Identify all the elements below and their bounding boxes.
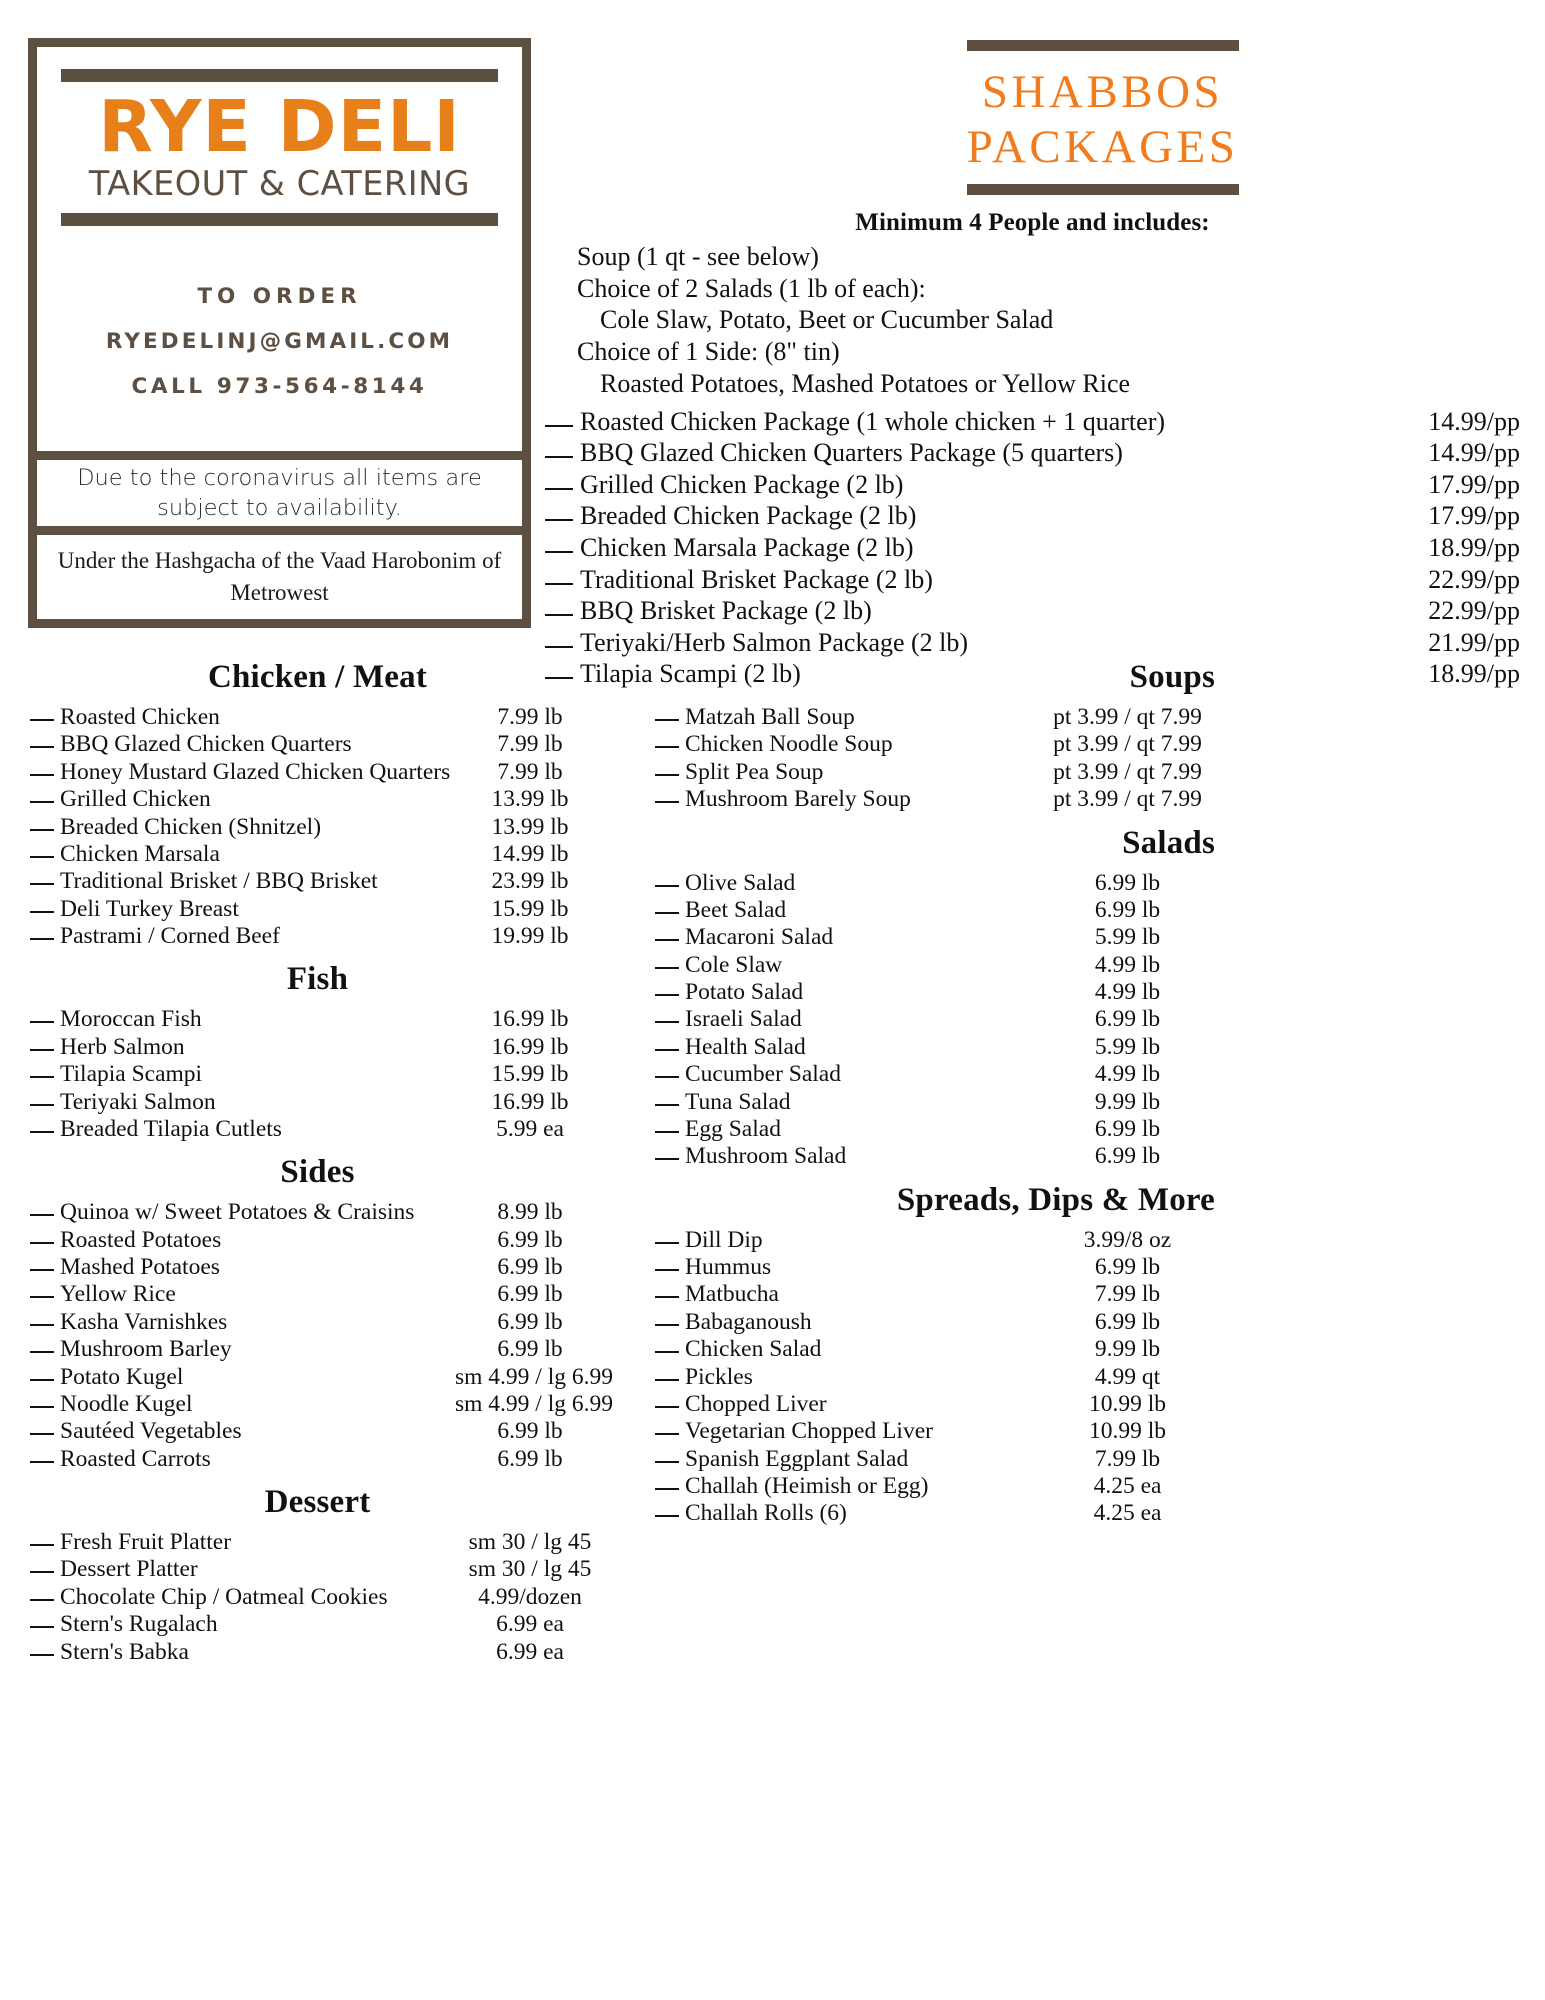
to-order-label: TO ORDER: [197, 284, 362, 309]
menu-item-price: pt 3.99 / qt 7.99: [1053, 786, 1202, 813]
menu-item-price: 6.99 lb: [1094, 869, 1161, 896]
menu-item-row[interactable]: [30, 1390, 613, 1418]
order-quantity-blank[interactable]: [655, 1296, 679, 1298]
menu-item-name: Split Pea Soup: [685, 758, 824, 785]
section-heading: Sides: [280, 1154, 355, 1191]
menu-item-row[interactable]: [30, 814, 605, 841]
order-quantity-blank[interactable]: [545, 425, 573, 427]
menu-item-row[interactable]: [30, 1089, 605, 1116]
menu-item-name: Mushroom Salad: [685, 1143, 847, 1170]
order-quantity-blank[interactable]: [655, 1379, 679, 1381]
menu-item-price: 14.99 lb: [491, 840, 569, 867]
menu-item-name: Kasha Varnishkes: [60, 1308, 228, 1335]
menu-item-name: Grilled Chicken: [60, 786, 211, 813]
order-quantity-blank[interactable]: [30, 774, 54, 776]
order-quantity-blank[interactable]: [655, 885, 679, 887]
menu-item-row[interactable]: [655, 1446, 1215, 1473]
order-email[interactable]: RYEDELINJ@GMAIL.COM: [105, 329, 454, 354]
order-quantity-blank[interactable]: [655, 801, 679, 803]
order-quantity-blank[interactable]: [30, 938, 54, 940]
package-price: 14.99/pp: [1428, 406, 1520, 436]
menu-item-name: Macaroni Salad: [685, 924, 834, 951]
order-phone[interactable]: CALL 973-564-8144: [131, 374, 428, 399]
menu-item-price: 6.99 lb: [1094, 896, 1161, 923]
menu-item-row[interactable]: [30, 1006, 605, 1033]
menu-column-left: [30, 648, 613, 1666]
section-heading: Salads: [1122, 824, 1215, 861]
section-heading: Spreads, Dips & More: [896, 1181, 1215, 1218]
menu-item-name: Matbucha: [685, 1281, 779, 1308]
logo-block: [37, 47, 522, 226]
order-quantity-blank[interactable]: [30, 1544, 54, 1546]
menu-item-name: Chicken Noodle Soup: [685, 731, 893, 758]
menu-item-name: Mushroom Barely Soup: [685, 786, 911, 813]
menu-item-price: sm 4.99 / lg 6.99: [455, 1363, 613, 1390]
shabbos-title-line2: PACKAGES: [966, 120, 1239, 173]
order-quantity-blank[interactable]: [30, 1021, 54, 1023]
menu-item-price: 7.99 lb: [497, 704, 563, 730]
shabbos-include-line: Cole Slaw, Potato, Beet or Cucumber Salad: [600, 305, 1054, 335]
menu-item-name: Pastrami / Corned Beef: [60, 923, 280, 949]
menu-item-price: 23.99 lb: [491, 868, 569, 895]
order-quantity-blank[interactable]: [655, 1104, 679, 1106]
menu-item-name: Spanish Eggplant Salad: [685, 1445, 909, 1472]
menu-item-row[interactable]: [30, 1584, 605, 1611]
menu-item-row[interactable]: [30, 1556, 605, 1583]
menu-item-row[interactable]: [30, 1061, 605, 1088]
order-quantity-blank[interactable]: [655, 1324, 679, 1326]
package-name: Traditional Brisket Package (2 lb): [580, 564, 933, 594]
menu-item-price: 15.99 lb: [491, 1061, 569, 1088]
menu-item-name: Tilapia Scampi: [60, 1061, 203, 1088]
menu-item-row[interactable]: [30, 1199, 605, 1226]
order-quantity-blank[interactable]: [655, 774, 679, 776]
order-quantity-blank[interactable]: [655, 912, 679, 914]
menu-item-row[interactable]: [30, 923, 605, 950]
menu-item-price: 8.99 lb: [497, 1199, 563, 1226]
menu-item-name: Cucumber Salad: [685, 1061, 841, 1088]
menu-item-name: Sautéed Vegetables: [60, 1418, 242, 1445]
shabbos-package-row[interactable]: [545, 406, 1520, 438]
menu-item-row[interactable]: [655, 1116, 1215, 1143]
menu-item-row[interactable]: [30, 759, 605, 786]
menu-item-name: Health Salad: [685, 1033, 806, 1060]
menu-item-row[interactable]: [30, 1227, 605, 1254]
menu-item-name: Chicken Marsala: [60, 840, 220, 867]
menu-item-price: 9.99 lb: [1094, 1088, 1161, 1115]
menu-item-price: 19.99 lb: [491, 923, 569, 949]
menu-item-row[interactable]: [30, 1116, 605, 1143]
menu-item-name: Yellow Rice: [60, 1281, 176, 1308]
order-quantity-blank[interactable]: [30, 1626, 54, 1628]
package-name: Tilapia Scampi (2 lb): [580, 659, 801, 689]
menu-item-price: 10.99 lb: [1088, 1390, 1167, 1417]
order-quantity-blank[interactable]: [30, 911, 54, 913]
package-name: Grilled Chicken Package (2 lb): [580, 469, 904, 499]
shabbos-bottom-rule: [967, 184, 1239, 195]
order-quantity-blank[interactable]: [655, 1076, 679, 1078]
menu-item-price: 6.99 ea: [496, 1638, 564, 1665]
menu-item-name: Breaded Chicken (Shnitzel): [60, 813, 322, 840]
order-quantity-blank[interactable]: [30, 1104, 54, 1106]
menu-item-price: 16.99 lb: [491, 1006, 569, 1033]
menu-item-row[interactable]: [655, 1006, 1215, 1033]
menu-item-row[interactable]: [655, 759, 1215, 786]
menu-item-price: 10.99 lb: [1088, 1418, 1167, 1445]
menu-item-price: 6.99 lb: [497, 1336, 563, 1363]
menu-item-price: 4.99 lb: [1094, 1061, 1161, 1088]
order-quantity-blank[interactable]: [655, 1488, 679, 1490]
order-quantity-blank[interactable]: [655, 1158, 679, 1160]
menu-item-price: 6.99 lb: [497, 1254, 563, 1280]
menu-item-row[interactable]: [30, 1034, 605, 1061]
menu-item-row[interactable]: [30, 704, 605, 731]
menu-item-price: sm 4.99 / lg 6.99: [455, 1390, 613, 1417]
menu-item-price: 6.99 lb: [497, 1226, 563, 1253]
menu-item-name: Fresh Fruit Platter: [60, 1529, 232, 1555]
order-quantity-blank[interactable]: [545, 456, 573, 458]
package-price: 17.99/pp: [1428, 469, 1520, 499]
menu-item-row[interactable]: [30, 1446, 605, 1473]
menu-item-row[interactable]: [30, 1281, 605, 1308]
order-quantity-blank[interactable]: [30, 1214, 54, 1216]
menu-item-price: pt 3.99 / qt 7.99: [1053, 704, 1202, 730]
covid-notice-box: [37, 451, 522, 535]
menu-item-row[interactable]: [30, 1254, 605, 1281]
order-quantity-blank[interactable]: [655, 1515, 679, 1517]
package-price: 17.99/pp: [1428, 501, 1520, 531]
menu-item-row[interactable]: [655, 1089, 1215, 1116]
menu-item-row[interactable]: [655, 1364, 1215, 1391]
order-quantity-blank[interactable]: [30, 1571, 54, 1573]
order-quantity-blank[interactable]: [30, 719, 54, 721]
order-quantity-blank[interactable]: [655, 1351, 679, 1353]
menu-item-row[interactable]: [30, 1363, 613, 1391]
logo-contact-card: [28, 38, 531, 628]
menu-item-price: 5.99 ea: [496, 1115, 564, 1142]
menu-item-price: 6.99 lb: [1094, 1308, 1161, 1335]
order-quantity-blank[interactable]: [545, 614, 573, 616]
package-name: Chicken Marsala Package (2 lb): [580, 532, 914, 562]
shabbos-package-row[interactable]: [545, 595, 1520, 627]
brand-name: RYE DELI: [98, 85, 461, 168]
menu-item-name: Roasted Potatoes: [60, 1226, 222, 1253]
menu-item-name: BBQ Glazed Chicken Quarters: [60, 731, 352, 758]
menu-item-row[interactable]: [655, 1500, 1215, 1527]
order-quantity-blank[interactable]: [30, 829, 54, 831]
hashgacha-box: [37, 535, 522, 619]
order-quantity-blank[interactable]: [545, 551, 573, 553]
menu-item-row[interactable]: [30, 868, 605, 895]
logo-bottom-rule: [61, 213, 498, 226]
order-quantity-blank[interactable]: [655, 1242, 679, 1244]
order-quantity-blank[interactable]: [655, 1406, 679, 1408]
order-quantity-blank[interactable]: [30, 746, 54, 748]
hashgacha-text: Under the Hashgacha of the Vaad Harobonim of Metrowest: [57, 547, 502, 605]
menu-item-price: 7.99 lb: [1094, 1445, 1161, 1472]
shabbos-include-line: Choice of 1 Side: (8" tin): [577, 337, 840, 367]
shabbos-top-rule: [967, 40, 1239, 51]
menu-item-price: 6.99 ea: [496, 1611, 564, 1638]
menu-item-name: Stern's Babka: [60, 1638, 189, 1665]
menu-item-row[interactable]: [655, 704, 1215, 731]
menu-item-price: 6.99 lb: [1094, 1143, 1161, 1170]
menu-item-row[interactable]: [655, 1034, 1215, 1061]
menu-item-price: 15.99 lb: [491, 895, 569, 922]
order-quantity-blank[interactable]: [30, 1269, 54, 1271]
menu-item-price: 3.99/8 oz: [1083, 1226, 1172, 1253]
order-quantity-blank[interactable]: [30, 883, 54, 885]
menu-item-name: Challah (Heimish or Egg): [685, 1473, 929, 1499]
menu-item-price: 6.99 lb: [497, 1445, 563, 1472]
package-name: Roasted Chicken Package (1 whole chicken + 1 quarter): [580, 406, 1166, 436]
menu-item-row[interactable]: [655, 870, 1215, 897]
order-quantity-blank[interactable]: [545, 519, 573, 521]
menu-item-name: Egg Salad: [685, 1115, 781, 1142]
order-quantity-blank[interactable]: [655, 1021, 679, 1023]
shabbos-include-line: Roasted Potatoes, Mashed Potatoes or Yellow Rice: [600, 368, 1131, 398]
menu-item-name: Vegetarian Chopped Liver: [685, 1418, 933, 1445]
package-price: 18.99/pp: [1428, 659, 1520, 689]
package-price: 22.99/pp: [1428, 596, 1520, 626]
menu-item-row[interactable]: [655, 1418, 1215, 1445]
shabbos-package-row[interactable]: [545, 564, 1520, 596]
menu-item-name: Herb Salmon: [60, 1033, 185, 1060]
shabbos-package-row[interactable]: [545, 500, 1520, 532]
menu-item-name: Roasted Carrots: [60, 1445, 211, 1472]
menu-item-name: Potato Salad: [685, 979, 804, 1005]
package-price: 14.99/pp: [1428, 438, 1520, 468]
menu-item-row[interactable]: [30, 1611, 605, 1638]
menu-item-row[interactable]: [655, 731, 1215, 758]
order-quantity-blank[interactable]: [30, 1461, 54, 1463]
menu-item-price: 4.99/dozen: [478, 1583, 582, 1610]
menu-item-name: Olive Salad: [685, 869, 796, 896]
order-quantity-blank[interactable]: [655, 994, 679, 996]
menu-item-row[interactable]: [655, 1254, 1215, 1281]
section-heading: Fish: [286, 961, 349, 998]
menu-item-row[interactable]: [30, 841, 605, 868]
menu-item-row[interactable]: [655, 952, 1215, 979]
menu-item-name: Roasted Chicken: [60, 704, 220, 730]
order-quantity-blank[interactable]: [655, 1433, 679, 1435]
menu-item-row[interactable]: [655, 1281, 1215, 1308]
menu-item-row[interactable]: [655, 1391, 1215, 1418]
order-quantity-blank[interactable]: [655, 1049, 679, 1051]
package-name: Breaded Chicken Package (2 lb): [580, 501, 917, 531]
package-price: 22.99/pp: [1428, 564, 1520, 594]
shabbos-package-row[interactable]: [545, 437, 1520, 469]
order-quantity-blank[interactable]: [655, 746, 679, 748]
menu-item-price: pt 3.99 / qt 7.99: [1053, 731, 1202, 758]
order-quantity-blank[interactable]: [30, 1351, 54, 1353]
order-quantity-blank[interactable]: [655, 1131, 679, 1133]
menu-item-name: Dessert Platter: [60, 1556, 198, 1583]
menu-item-row[interactable]: [30, 896, 605, 923]
order-quantity-blank[interactable]: [655, 939, 679, 941]
menu-item-price: 13.99 lb: [491, 813, 569, 840]
package-name: BBQ Glazed Chicken Quarters Package (5 quarters): [580, 438, 1123, 468]
menu-item-name: Noodle Kugel: [60, 1390, 193, 1417]
shabbos-package-list: [545, 400, 1520, 690]
menu-item-price: 4.25 ea: [1093, 1473, 1162, 1499]
package-name: BBQ Brisket Package (2 lb): [580, 596, 872, 626]
order-quantity-blank[interactable]: [545, 488, 573, 490]
logo-top-rule: [61, 69, 498, 82]
menu-item-row[interactable]: [30, 1418, 605, 1445]
order-quantity-blank[interactable]: [30, 1406, 54, 1408]
order-quantity-blank[interactable]: [30, 1131, 54, 1133]
menu-item-price: 16.99 lb: [491, 1033, 569, 1060]
menu-item-price: 9.99 lb: [1094, 1336, 1161, 1363]
menu-item-name: Moroccan Fish: [60, 1006, 202, 1033]
menu-item-price: 7.99 lb: [497, 758, 563, 785]
order-quantity-blank[interactable]: [30, 1049, 54, 1051]
section-heading: Soups: [1129, 659, 1215, 695]
menu-item-price: 6.99 lb: [1094, 1006, 1161, 1033]
menu-item-row[interactable]: [30, 1639, 605, 1666]
menu-item-price: 5.99 lb: [1094, 1033, 1161, 1060]
menu-item-name: Mushroom Barley: [60, 1336, 232, 1363]
package-price: 18.99/pp: [1428, 532, 1520, 562]
menu-item-name: Cole Slaw: [685, 951, 783, 978]
menu-item-price: 7.99 lb: [1094, 1281, 1161, 1308]
shabbos-title: [967, 51, 1239, 184]
shabbos-package-row[interactable]: [545, 469, 1520, 501]
menu-item-price: 6.99 lb: [497, 1418, 563, 1445]
menu-item-name: Israeli Salad: [685, 1006, 802, 1033]
menu-item-row[interactable]: [30, 731, 605, 758]
menu-item-row[interactable]: [655, 786, 1215, 813]
order-quantity-blank[interactable]: [30, 1654, 54, 1656]
menu-item-name: Dill Dip: [685, 1226, 763, 1253]
menu-item-name: Challah Rolls (6): [685, 1500, 847, 1527]
menu-item-name: Hummus: [685, 1254, 772, 1280]
brand-tagline: TAKEOUT & CATERING: [88, 164, 471, 203]
shabbos-include-line: Choice of 2 Salads (1 lb of each):: [577, 273, 926, 303]
shabbos-include-line: Soup (1 qt - see below): [577, 242, 819, 272]
menu-item-row[interactable]: [655, 1061, 1215, 1088]
menu-item-name: Matzah Ball Soup: [685, 704, 855, 730]
shabbos-title-wrap: [827, 40, 1239, 195]
menu-item-name: Deli Turkey Breast: [60, 895, 239, 922]
order-quantity-blank[interactable]: [30, 1324, 54, 1326]
order-quantity-blank[interactable]: [545, 583, 573, 585]
menu-item-price: 6.99 lb: [1094, 1254, 1161, 1280]
menu-item-row[interactable]: [30, 1336, 605, 1363]
menu-item-name: Pickles: [685, 1363, 753, 1390]
order-quantity-blank[interactable]: [30, 1076, 54, 1078]
menu-item-name: Tuna Salad: [685, 1088, 791, 1115]
menu-item-name: Stern's Rugalach: [60, 1611, 218, 1638]
menu-item-row[interactable]: [655, 979, 1215, 1006]
shabbos-packages-section: [545, 40, 1520, 690]
menu-item-name: Chopped Liver: [685, 1390, 827, 1417]
menu-item-price: 4.25 ea: [1093, 1500, 1162, 1527]
menu-item-price: sm 30 / lg 45: [468, 1529, 592, 1555]
menu-item-name: Quinoa w/ Sweet Potatoes & Craisins: [60, 1199, 415, 1226]
menu-item-name: Babaganoush: [685, 1308, 812, 1335]
covid-notice-text: Due to the coronavirus all items are subject to availability.: [77, 464, 482, 521]
menu-item-name: Mashed Potatoes: [60, 1254, 220, 1280]
menu-item-row[interactable]: [30, 786, 605, 813]
order-quantity-blank[interactable]: [655, 1461, 679, 1463]
order-quantity-blank[interactable]: [30, 1296, 54, 1298]
menu-item-row[interactable]: [655, 1227, 1215, 1254]
section-heading: Chicken / Meat: [207, 659, 428, 695]
menu-item-row[interactable]: [655, 897, 1215, 924]
order-quantity-blank[interactable]: [655, 719, 679, 721]
menu-item-row[interactable]: [30, 1529, 605, 1556]
menu-item-name: Chicken Salad: [685, 1336, 822, 1363]
menu-item-name: Potato Kugel: [60, 1363, 184, 1390]
menu-item-row[interactable]: [655, 1309, 1215, 1336]
menu-item-name: Chocolate Chip / Oatmeal Cookies: [60, 1583, 388, 1610]
shabbos-package-row[interactable]: [545, 532, 1520, 564]
shabbos-minimum-note: Minimum 4 People and includes:: [855, 209, 1210, 237]
menu-item-price: 16.99 lb: [491, 1088, 569, 1115]
menu-item-row[interactable]: [655, 1336, 1215, 1363]
menu-item-row[interactable]: [655, 924, 1215, 951]
order-quantity-blank[interactable]: [655, 1269, 679, 1271]
menu-item-price: 6.99 lb: [497, 1308, 563, 1335]
menu-item-row[interactable]: [655, 1143, 1215, 1170]
order-quantity-blank[interactable]: [655, 967, 679, 969]
menu-item-price: 4.99 qt: [1094, 1363, 1161, 1390]
menu-item-price: 13.99 lb: [491, 786, 569, 813]
shabbos-includes-list: [545, 241, 1520, 400]
menu-item-price: sm 30 / lg 45: [468, 1556, 592, 1583]
menu-item-name: Breaded Tilapia Cutlets: [60, 1115, 282, 1142]
menu-column-right: [655, 648, 1215, 1528]
menu-item-row[interactable]: [30, 1309, 605, 1336]
order-quantity-blank[interactable]: [30, 801, 54, 803]
menu-item-price: 7.99 lb: [497, 731, 563, 758]
shabbos-title-line1: SHABBOS: [981, 66, 1224, 118]
menu-item-name: Beet Salad: [685, 896, 787, 923]
package-name: Teriyaki/Herb Salmon Package (2 lb): [580, 627, 969, 657]
menu-item-name: Honey Mustard Glazed Chicken Quarters: [60, 758, 451, 785]
menu-item-name: Teriyaki Salmon: [60, 1088, 216, 1115]
order-quantity-blank[interactable]: [30, 1379, 54, 1381]
menu-item-price: 4.99 lb: [1094, 951, 1161, 978]
menu-item-price: 6.99 lb: [1094, 1115, 1161, 1142]
menu-item-price: 5.99 lb: [1094, 924, 1161, 951]
menu-item-name: Traditional Brisket / BBQ Brisket: [60, 868, 378, 895]
order-quantity-blank[interactable]: [30, 1599, 54, 1601]
order-quantity-blank[interactable]: [30, 1433, 54, 1435]
section-heading: Dessert: [264, 1484, 371, 1520]
order-quantity-blank[interactable]: [30, 1242, 54, 1244]
menu-item-price: pt 3.99 / qt 7.99: [1053, 758, 1202, 785]
menu-item-price: 4.99 lb: [1094, 979, 1161, 1005]
order-quantity-blank[interactable]: [30, 856, 54, 858]
contact-block: [37, 226, 522, 399]
menu-item-price: 6.99 lb: [497, 1281, 563, 1308]
menu-item-row[interactable]: [655, 1473, 1215, 1500]
package-price: 21.99/pp: [1428, 627, 1520, 657]
